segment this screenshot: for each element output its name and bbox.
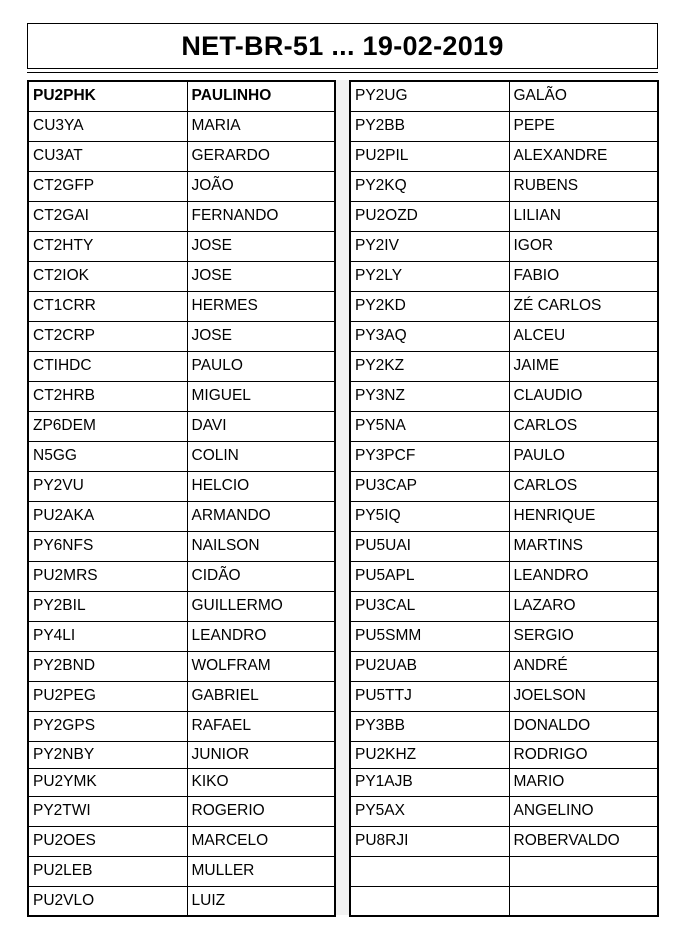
callsign-cell: PY2IV (350, 231, 509, 261)
table-row (350, 111, 658, 141)
operator-name-cell: HENRIQUE (509, 501, 658, 531)
operator-name-cell: GUILLERMO (187, 591, 335, 621)
table-row (350, 768, 658, 796)
operator-name-cell: HELCIO (187, 471, 335, 501)
page-title: NET-BR-51 ... 19-02-2019 (181, 30, 504, 61)
operator-name-cell: WOLFRAM (187, 651, 335, 681)
table-row (350, 141, 658, 171)
operator-name-cell: ROBERVALDO (509, 826, 658, 856)
operator-name-cell: PAULO (509, 441, 658, 471)
callsign-cell: CTIHDC (28, 351, 187, 381)
table-row (28, 81, 335, 111)
title-box (27, 23, 658, 69)
table-row (350, 441, 658, 471)
callsign-cell: CT2HTY (28, 231, 187, 261)
operator-name-cell: CIDÃO (187, 561, 335, 591)
table-row (28, 441, 335, 471)
operator-name-cell: PEPE (509, 111, 658, 141)
callsign-cell: CT2HRB (28, 381, 187, 411)
operator-name-cell: JOSE (187, 261, 335, 291)
operator-name-cell: LILIAN (509, 201, 658, 231)
operator-name-cell: ARMANDO (187, 501, 335, 531)
callsign-cell: PY2UG (350, 81, 509, 111)
operator-name-cell: MULLER (187, 856, 335, 886)
callsign-cell: PY2VU (28, 471, 187, 501)
table-row (28, 826, 335, 856)
operator-name-cell: LAZARO (509, 591, 658, 621)
operator-name-cell: FERNANDO (187, 201, 335, 231)
callsign-cell: PU2LEB (28, 856, 187, 886)
operator-name-cell: MIGUEL (187, 381, 335, 411)
operator-name-cell: GABRIEL (187, 681, 335, 711)
operator-name-cell: RAFAEL (187, 711, 335, 741)
operator-name-cell: ALCEU (509, 321, 658, 351)
table-row (350, 531, 658, 561)
callsign-cell: PY4LI (28, 621, 187, 651)
operator-name-cell: MARIO (509, 768, 658, 796)
table-row (350, 826, 658, 856)
table-row (28, 561, 335, 591)
operator-name-cell: JAIME (509, 351, 658, 381)
table-row (28, 291, 335, 321)
callsign-cell: PY6NFS (28, 531, 187, 561)
callsign-cell: PU5TTJ (350, 681, 509, 711)
table-row (28, 886, 335, 916)
operator-name-cell: RODRIGO (509, 741, 658, 768)
table-row (350, 856, 658, 886)
callsign-cell: PU2MRS (28, 561, 187, 591)
table-row (350, 291, 658, 321)
table-row (350, 621, 658, 651)
table-row (28, 531, 335, 561)
table-row (28, 411, 335, 441)
operator-name-cell: MARCELO (187, 826, 335, 856)
table-row (350, 741, 658, 768)
table-row (28, 111, 335, 141)
callsign-cell: CT2CRP (28, 321, 187, 351)
callsign-cell: PY2KQ (350, 171, 509, 201)
operator-name-cell: RUBENS (509, 171, 658, 201)
operator-name-cell: PAULO (187, 351, 335, 381)
callsign-cell: PY3BB (350, 711, 509, 741)
operator-name-cell: LEANDRO (187, 621, 335, 651)
operator-name-cell (509, 886, 658, 916)
operator-name-cell: HERMES (187, 291, 335, 321)
operator-name-cell: MARIA (187, 111, 335, 141)
callsign-cell: PY3PCF (350, 441, 509, 471)
table-row (350, 351, 658, 381)
table-row (350, 681, 658, 711)
callsign-cell (350, 856, 509, 886)
table-row (28, 171, 335, 201)
callsign-cell: PU3CAP (350, 471, 509, 501)
table-row (28, 261, 335, 291)
callsign-cell: PU2OZD (350, 201, 509, 231)
table-row (28, 681, 335, 711)
operator-name-cell: LUIZ (187, 886, 335, 916)
operator-name-cell: KIKO (187, 768, 335, 796)
callsign-cell: PY5NA (350, 411, 509, 441)
table-row (350, 711, 658, 741)
operator-name-cell: PAULINHO (187, 81, 335, 111)
operator-name-cell: ANGELINO (509, 796, 658, 826)
operator-name-cell: CLAUDIO (509, 381, 658, 411)
callsign-cell: PU2PEG (28, 681, 187, 711)
operator-name-cell: NAILSON (187, 531, 335, 561)
title-divider (27, 72, 658, 73)
table-row (350, 171, 658, 201)
callsign-cell (350, 886, 509, 916)
table-row (28, 591, 335, 621)
operator-name-cell: GALÃO (509, 81, 658, 111)
callsign-cell: PU2YMK (28, 768, 187, 796)
table-row (28, 501, 335, 531)
operator-name-cell: JOELSON (509, 681, 658, 711)
operator-name-cell: DONALDO (509, 711, 658, 741)
operator-name-cell: GERARDO (187, 141, 335, 171)
callsign-cell: PU2OES (28, 826, 187, 856)
callsign-cell: PY1AJB (350, 768, 509, 796)
callsign-cell: CT2IOK (28, 261, 187, 291)
callsign-cell: CT2GFP (28, 171, 187, 201)
table-row (28, 201, 335, 231)
operator-name-cell: JOSE (187, 321, 335, 351)
callsign-cell: PY2TWI (28, 796, 187, 826)
table-row (28, 141, 335, 171)
callsign-cell: PY2BIL (28, 591, 187, 621)
table-row (350, 201, 658, 231)
callsign-cell: PY2NBY (28, 741, 187, 768)
operator-name-cell: FABIO (509, 261, 658, 291)
callsign-cell: PY2KD (350, 291, 509, 321)
table-row (350, 796, 658, 826)
table-row (28, 768, 335, 796)
table-row (28, 321, 335, 351)
left-roster-table (27, 80, 336, 917)
callsign-cell: PY5AX (350, 796, 509, 826)
table-row (28, 381, 335, 411)
operator-name-cell: ZÉ CARLOS (509, 291, 658, 321)
callsign-cell: PU2PHK (28, 81, 187, 111)
operator-name-cell: IGOR (509, 231, 658, 261)
table-row (350, 501, 658, 531)
operator-name-cell: MARTINS (509, 531, 658, 561)
operator-name-cell: ANDRÉ (509, 651, 658, 681)
table-row (28, 231, 335, 261)
callsign-cell: PY2BB (350, 111, 509, 141)
table-row (28, 856, 335, 886)
operator-name-cell: LEANDRO (509, 561, 658, 591)
callsign-cell: PY2LY (350, 261, 509, 291)
table-row (28, 741, 335, 768)
operator-name-cell: CARLOS (509, 411, 658, 441)
callsign-cell: PU2UAB (350, 651, 509, 681)
callsign-cell: PU2AKA (28, 501, 187, 531)
right-roster-table (349, 80, 659, 917)
table-row (350, 886, 658, 916)
callsign-cell: CU3AT (28, 141, 187, 171)
callsign-cell: PU2PIL (350, 141, 509, 171)
column-gap (336, 80, 349, 915)
table-row (350, 651, 658, 681)
operator-name-cell: JOÃO (187, 171, 335, 201)
callsign-cell: PU5UAI (350, 531, 509, 561)
table-row (350, 591, 658, 621)
table-row (350, 471, 658, 501)
operator-name-cell (509, 856, 658, 886)
callsign-cell: PY2GPS (28, 711, 187, 741)
table-row (350, 381, 658, 411)
callsign-cell: PU5SMM (350, 621, 509, 651)
callsign-cell: PU3CAL (350, 591, 509, 621)
table-row (350, 261, 658, 291)
table-row (350, 561, 658, 591)
table-row (350, 411, 658, 441)
operator-name-cell: JUNIOR (187, 741, 335, 768)
operator-name-cell: JOSE (187, 231, 335, 261)
callsign-cell: CT1CRR (28, 291, 187, 321)
callsign-cell: PY3NZ (350, 381, 509, 411)
operator-name-cell: ROGERIO (187, 796, 335, 826)
operator-name-cell: DAVI (187, 411, 335, 441)
callsign-cell: CT2GAI (28, 201, 187, 231)
callsign-cell: ZP6DEM (28, 411, 187, 441)
table-row (350, 321, 658, 351)
operator-name-cell: CARLOS (509, 471, 658, 501)
operator-name-cell: SERGIO (509, 621, 658, 651)
callsign-cell: N5GG (28, 441, 187, 471)
table-row (28, 711, 335, 741)
callsign-cell: PU2KHZ (350, 741, 509, 768)
callsign-cell: PU5APL (350, 561, 509, 591)
operator-name-cell: ALEXANDRE (509, 141, 658, 171)
table-row (350, 81, 658, 111)
table-row (28, 471, 335, 501)
callsign-cell: PY2BND (28, 651, 187, 681)
callsign-cell: CU3YA (28, 111, 187, 141)
table-row (350, 231, 658, 261)
callsign-cell: PU8RJI (350, 826, 509, 856)
operator-name-cell: COLIN (187, 441, 335, 471)
callsign-cell: PY3AQ (350, 321, 509, 351)
table-row (28, 621, 335, 651)
table-row (28, 796, 335, 826)
callsign-cell: PU2VLO (28, 886, 187, 916)
callsign-cell: PY5IQ (350, 501, 509, 531)
table-row (28, 351, 335, 381)
table-row (28, 651, 335, 681)
callsign-cell: PY2KZ (350, 351, 509, 381)
